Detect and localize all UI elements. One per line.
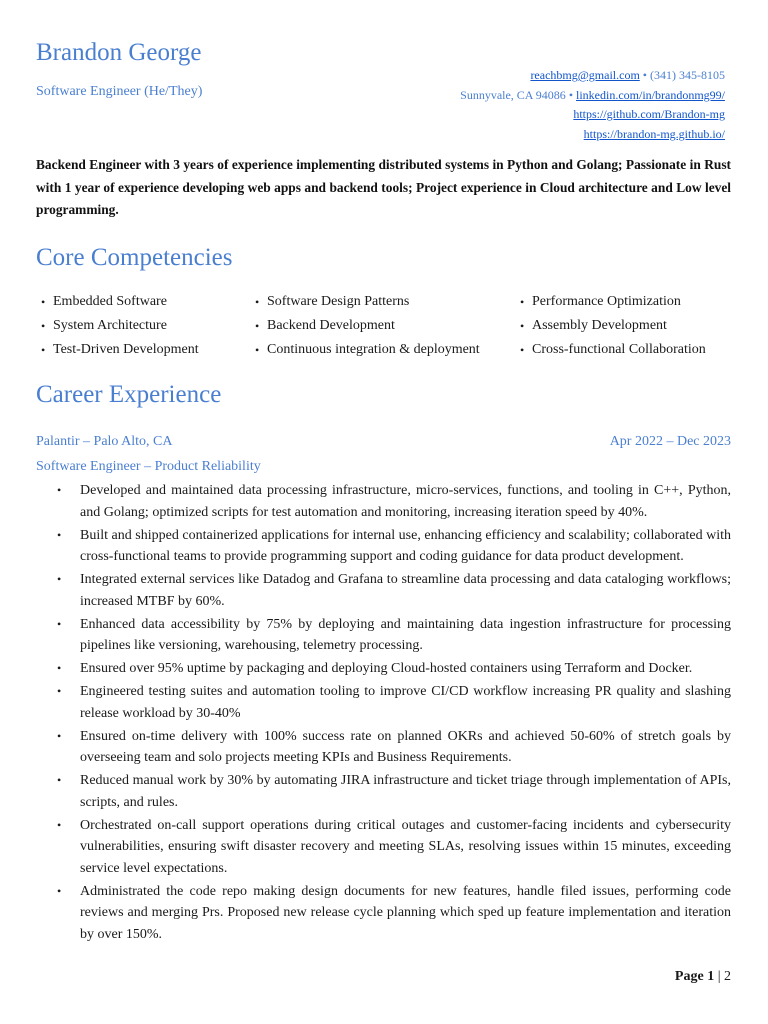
contact-line-1 xyxy=(460,66,725,86)
competencies-column-3 xyxy=(515,290,706,362)
contact-line-2 xyxy=(460,86,725,106)
competency-item: • Assembly Development xyxy=(515,314,706,338)
experience-bullet: • Ensured on-time delivery with 100% success rate on planned OKRs and achieved 50-60% of stretch goals by overseeing team and solo projects meeting KPIs and Business Requirements. xyxy=(36,726,731,769)
page-label: Page 1 xyxy=(674,969,715,984)
company-location: Palantir – Palo Alto, CA xyxy=(36,434,173,449)
competency-item: • Embedded Software xyxy=(36,290,199,314)
employment-dates: Apr 2022 – Dec 2023 xyxy=(609,434,731,449)
website-link[interactable]: https://brandon-mg.github.io/ xyxy=(583,126,725,141)
competencies-heading: Core Competencies xyxy=(36,244,233,271)
email-link[interactable]: reachbmg@gmail.com xyxy=(530,68,640,82)
candidate-name: Brandon George xyxy=(36,39,202,66)
page-number xyxy=(675,968,731,986)
contact-line-3 xyxy=(460,105,725,125)
location: Sunnyvale, CA 94086 xyxy=(460,87,566,102)
professional-summary: Backend Engineer with 3 years of experience implementing distributed systems in Python and Golang; Passionate in Rust with 1 year of experience developing web apps and backend tools; Project experience in Cloud architecture and Low level programming. xyxy=(36,157,731,217)
competencies-column-2 xyxy=(250,290,480,362)
experience-bullet: • Administrated the code repo making design documents for new features, handle filed issues, performing code reviews and merging Prs. Proposed new release cycle planning which sped up feature implementation and iteration by over 150%. xyxy=(36,881,731,946)
github-link[interactable]: https://github.com/Brandon-mg xyxy=(573,107,725,121)
job-title: Software Engineer – Product Reliability xyxy=(36,459,261,474)
experience-bullet: • Integrated external services like Datadog and Grafana to streamline data processing and data cataloging workflows; increased MTBF by 60%. xyxy=(36,569,731,612)
separator: • xyxy=(639,68,650,82)
competency-item: • Backend Development xyxy=(250,314,480,338)
page-total: | 2 xyxy=(714,969,731,984)
competency-item: • Continuous integration & deployment xyxy=(250,338,480,362)
contact-block xyxy=(460,66,725,144)
experience-bullet: • Developed and maintained data processing infrastructure, micro-services, functions, and tooling in C++, Python, and Golang; optimized scripts for test automation and monitoring, increasing iteration speed by 40%. xyxy=(36,480,731,523)
experience-bullet: • Engineered testing suites and automation tooling to improve CI/CD workflow increasing PR quality and slashing release workload by 30-40% xyxy=(36,681,731,724)
resume-page xyxy=(36,0,731,1024)
competency-item: • Cross-functional Collaboration xyxy=(515,338,706,362)
competency-item: • Software Design Patterns xyxy=(250,290,480,314)
contact-line-4 xyxy=(460,125,725,145)
competency-item: • Performance Optimization xyxy=(515,290,706,314)
candidate-role: Software Engineer (He/They) xyxy=(36,84,203,99)
experience-bullet: • Ensured over 95% uptime by packaging and deploying Cloud-hosted containers using Terraform and Docker. xyxy=(36,658,731,680)
experience-bullet: • Reduced manual work by 30% by automating JIRA infrastructure and ticket triage through implementation of APIs, scripts, and rules. xyxy=(36,770,731,813)
experience-heading: Career Experience xyxy=(36,381,222,408)
phone-number: (341) 345-8105 xyxy=(650,68,725,82)
experience-bullet: • Enhanced data accessibility by 75% by deploying and maintaining data ingestion infrastructure for processing pipelines like versioning, warehousing, telemetry processing. xyxy=(36,614,731,657)
experience-bullet: • Orchestrated on-call support operations during critical outages and customer-facing incidents and cybersecurity vulnerabilities, ensuring swift disaster recovery and meeting SLAs, resolving issues within 15 minutes, exceeding service level expectations. xyxy=(36,815,731,880)
competency-item: • System Architecture xyxy=(36,314,199,338)
linkedin-link[interactable]: linkedin.com/in/brandonmg99/ xyxy=(576,87,725,102)
experience-bullets xyxy=(36,480,731,947)
experience-bullet: • Built and shipped containerized applications for internal use, enhancing efficiency and scalability; collaborated with cross-functional teams to provide programming support and coding guidance for data product development. xyxy=(36,525,731,568)
competencies-column-1 xyxy=(36,290,199,362)
separator: • xyxy=(565,87,577,102)
competency-item: • Test-Driven Development xyxy=(36,338,199,362)
